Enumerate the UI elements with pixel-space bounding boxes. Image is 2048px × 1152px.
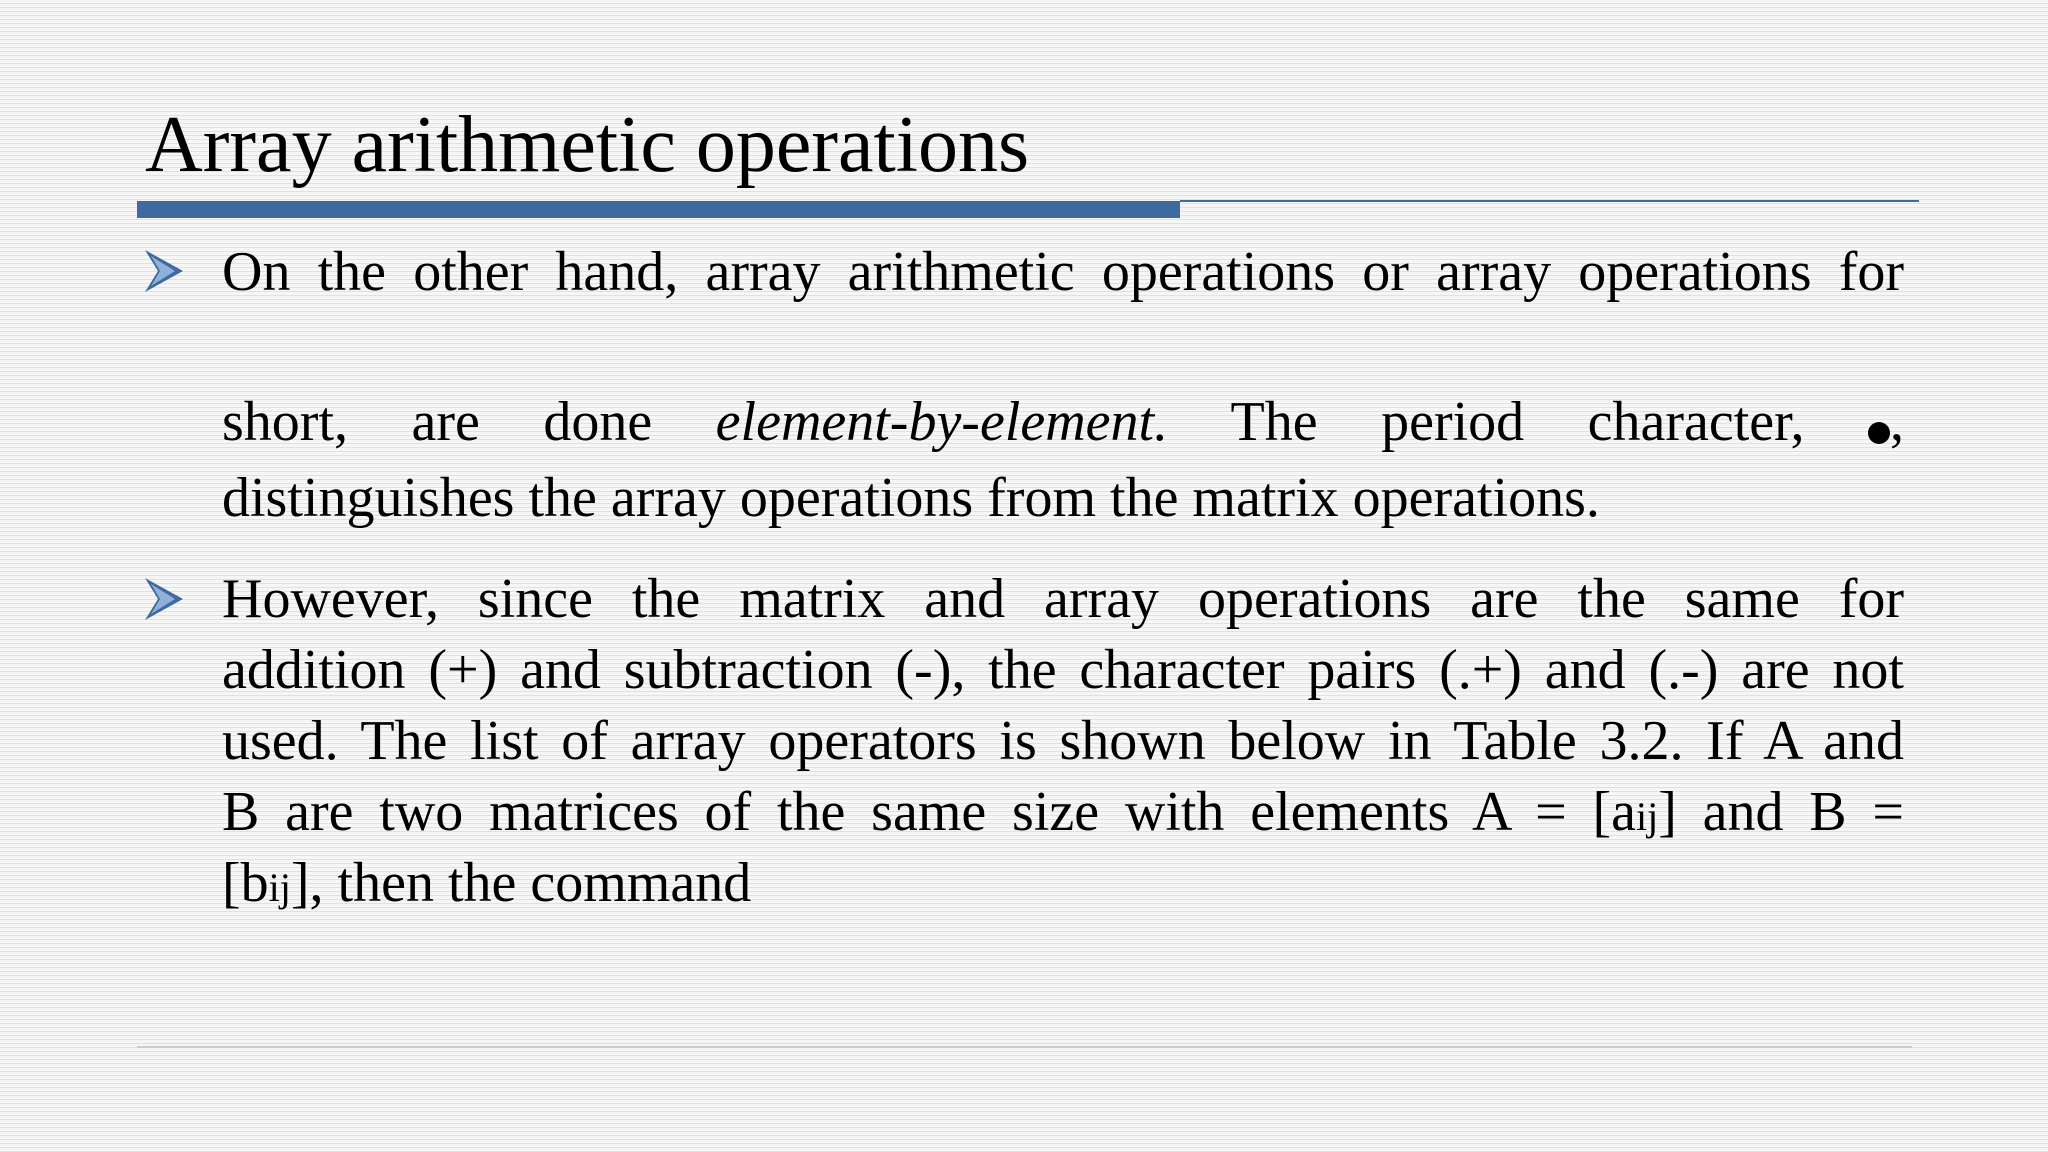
arrow-bullet-icon [145,578,183,620]
bullet-1-line-2: short, are done element-by-element. The period character, , [222,391,1905,453]
bullet-2-line-4: B are two matrices of the same size with elements A = [aij] and B = [222,781,1905,843]
title-underline-thin [1180,200,1919,202]
bullet-2-text [222,564,1904,919]
arrow-bullet-icon [145,250,183,292]
period-dot-icon [1868,422,1890,444]
bullet-1-spacer [222,308,1904,386]
bullet-1-line-3: distinguishes the array operations from the matrix operations. [222,467,1600,529]
footer-divider [137,1046,1912,1048]
bullet-2-line-5: [bij], then the command [222,852,752,914]
bullet-2-line-2: addition (+) and subtraction (-), the character pairs (.+) and (.-) are not [222,639,1904,701]
bullet-2-line-1: However, since the matrix and array operations are the same for [222,568,1904,630]
bullet-1-line-1: On the other hand, array arithmetic operations or array operations for [222,241,1904,303]
bullet-1-text [222,236,1905,529]
slide-title: Array arithmetic operations [145,101,1030,189]
title-underline-thick [137,201,1180,218]
bullet-2-line-3: used. The list of array operators is shown below in Table 3.2. If A and [222,710,1904,772]
